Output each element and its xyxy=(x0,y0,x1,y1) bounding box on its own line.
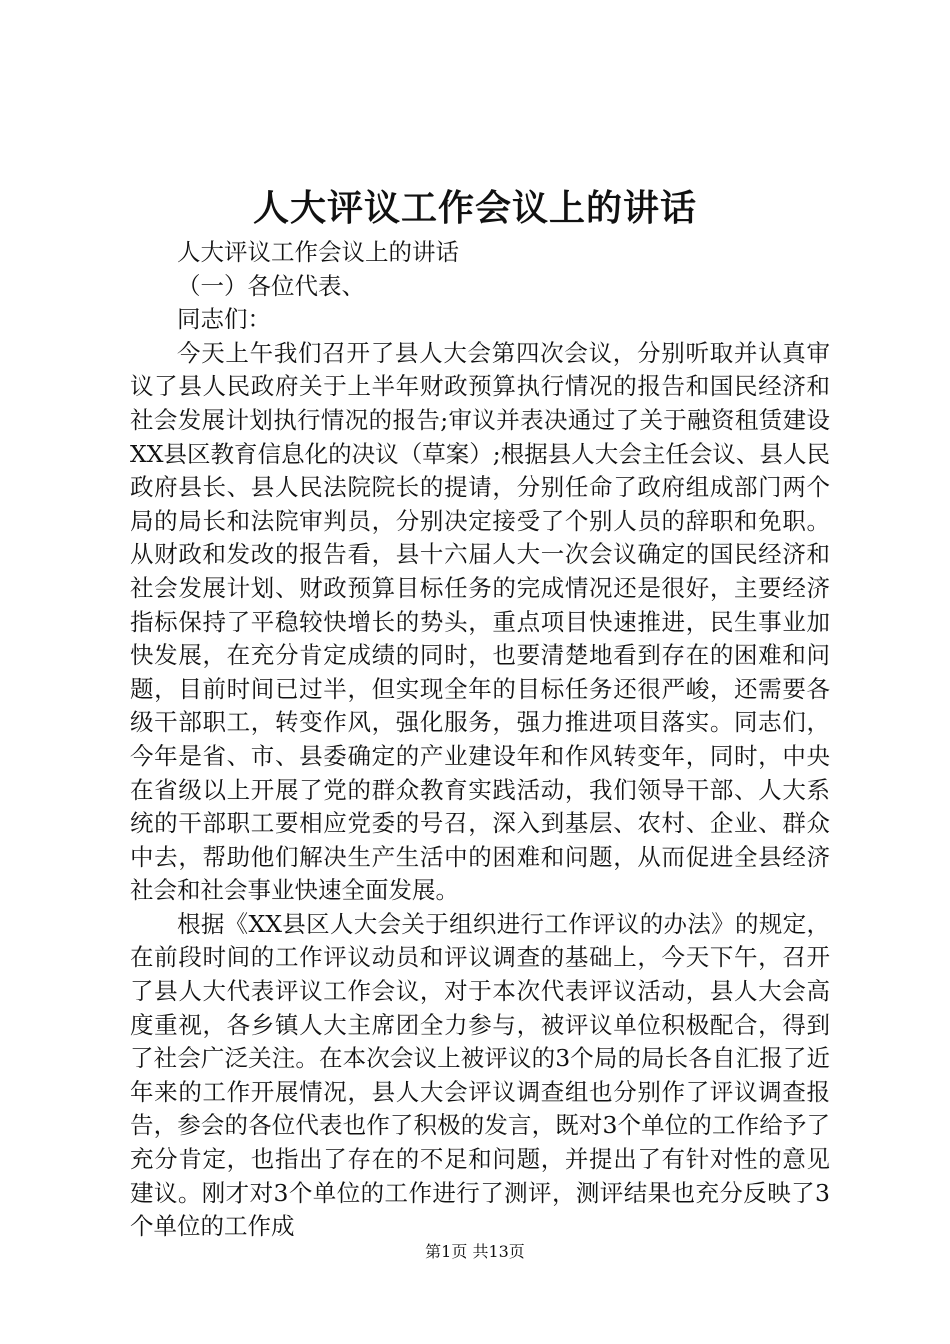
paragraph-salutation-1: （一）各位代表、 xyxy=(177,271,365,300)
paragraph-subtitle: 人大评议工作会议上的讲话 xyxy=(177,238,459,266)
document-body xyxy=(130,236,830,1244)
paragraph-body-2: 根据《XX县区人大会关于组织进行工作评议的办法》的规定，在前段时间的工作评议动员和评议调查的基础上，今天下午，召开了县人大代表评议工作会议，对于本次代表评议活动，县人大会高度重视，各乡镇人大主席团全力参与，被评议单位积极配合，得到了社会广泛关注。在本次会议上被评议的3个局的局长各自汇报了近年来的工作开展情况，县人大会评议调查组也分别作了评议调查报告，参会的各位代表也作了积极的发言，既对3个单位的工作给予了充分肯定，也指出了存在的不足和问题，并提出了有针对性的意见建议。刚才对3个单位的工作进行了测评，测评结果也充分反映了3个单位的工作成 xyxy=(130,909,830,1241)
document-title: 人大评议工作会议上的讲话 xyxy=(252,187,697,229)
paragraph-salutation-2: 同志们： xyxy=(177,305,271,334)
page-number: 第1页 共13页 xyxy=(425,1242,525,1261)
paragraph-body-1: 今天上午我们召开了县人大会第四次会议，分别听取并认真审议了县人民政府关于上半年财政预算执行情况的报告和国民经济和社会发展计划执行情况的报告;审议并表决通过了关于融资租赁建设XX县区教育信息化的决议（草案）;根据县人大会主任会议、县人民政府县长、县人民法院院长的提请，分别任命了政府组成部门两个局的局长和法院审判员，分别决定接受了个别人员的辞职和免职。从财政和发改的报告看，县十六届人大一次会议确定的国民经济和社会发展计划、财政预算目标任务的完成情况还是很好，主要经济指标保持了平稳较快增长的势头，重点项目快速推进，民生事业加快发展，在充分肯定成绩的同时，也要清楚地看到存在的困难和问题，目前时间已过半，但实现全年的目标任务还很严峻，还需要各级干部职工，转变作风，强化服务，强力推进项目落实。同志们，今年是省、市、县委确定的产业建设年和作风转变年，同时，中央在省级以上开展了党的群众教育实践活动，我们领导干部、人大系统的干部职工要相应党委的号召，深入到基层、农村、企业、群众中去，帮助他们解决生产生活中的困难和问题，从而促进全县经济社会和社会事业快速全面发展。 xyxy=(130,338,830,905)
